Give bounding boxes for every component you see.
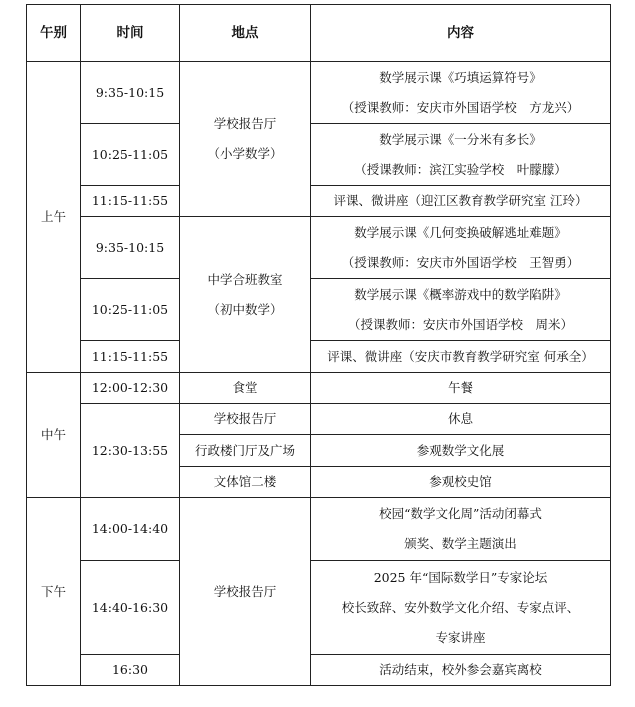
table-row bbox=[27, 498, 611, 561]
content-cell: 评课、微讲座（安庆市教育教学研究室 何承全） bbox=[311, 341, 611, 373]
content-cell bbox=[311, 217, 611, 279]
content-cell bbox=[311, 124, 611, 186]
place-report-hall-pm: 学校报告厅 bbox=[180, 498, 311, 686]
content-title: 数学展示课《几何变换破解逃址难题》 bbox=[354, 224, 567, 240]
place-report-hall-noon: 学校报告厅 bbox=[180, 404, 311, 435]
table-row bbox=[27, 655, 611, 686]
table-row bbox=[27, 186, 611, 217]
content-cell bbox=[311, 498, 611, 561]
header-row bbox=[27, 5, 611, 62]
content-cell bbox=[311, 279, 611, 341]
content-title: 数学展示课《概率游戏中的数学陷阱》 bbox=[354, 286, 567, 302]
time-cell: 10:25-11:05 bbox=[81, 124, 180, 186]
period-noon: 中午 bbox=[27, 373, 81, 498]
time-cell: 14:00-14:40 bbox=[81, 498, 180, 561]
table-row bbox=[27, 404, 611, 435]
table-row bbox=[27, 279, 611, 341]
content-title: 2025 年“国际数学日”专家论坛 bbox=[373, 569, 548, 585]
content-subtitle-2: 专家讲座 bbox=[435, 629, 486, 645]
place-subject: （初中数学） bbox=[207, 301, 283, 317]
header-content: 内容 bbox=[311, 5, 611, 62]
time-cell: 9:35-10:15 bbox=[81, 217, 180, 279]
period-afternoon: 下午 bbox=[27, 498, 81, 686]
period-morning: 上午 bbox=[27, 62, 81, 373]
content-teacher: （授课教师：滨江实验学校 叶朦朦） bbox=[354, 161, 567, 177]
time-cell: 9:35-10:15 bbox=[81, 62, 180, 124]
time-cell: 10:25-11:05 bbox=[81, 279, 180, 341]
header-place: 地点 bbox=[180, 5, 311, 62]
place-gym: 文体馆二楼 bbox=[180, 467, 311, 498]
content-cell: 午餐 bbox=[311, 373, 611, 404]
schedule-table bbox=[26, 4, 611, 686]
time-cell: 11:15-11:55 bbox=[81, 186, 180, 217]
content-cell bbox=[311, 561, 611, 655]
content-cell: 休息 bbox=[311, 404, 611, 435]
content-cell: 评课、微讲座（迎江区教育教学研究室 江玲） bbox=[311, 186, 611, 217]
table-row bbox=[27, 341, 611, 373]
content-teacher: （授课教师：安庆市外国语学校 王智勇） bbox=[341, 254, 580, 270]
content-title: 校园“数学文化周”活动闭幕式 bbox=[379, 506, 542, 521]
time-cell: 16:30 bbox=[81, 655, 180, 686]
place-name: 中学合班教室 bbox=[207, 271, 283, 287]
time-cell: 14:40-16:30 bbox=[81, 561, 180, 655]
content-teacher: （授课教师：安庆市外国语学校 方龙兴） bbox=[341, 99, 580, 115]
content-title: 数学展示课《巧填运算符号》 bbox=[379, 69, 542, 85]
content-subtitle: 校长致辞、安外数学文化介绍、专家点评、 bbox=[341, 599, 580, 615]
table-row bbox=[27, 62, 611, 124]
place-middle-room bbox=[180, 217, 311, 373]
table-row bbox=[27, 373, 611, 404]
place-subject: （小学数学） bbox=[207, 146, 283, 161]
time-cell: 12:30-13:55 bbox=[81, 404, 180, 498]
content-cell: 活动结束，校外参会嘉宾离校 bbox=[311, 655, 611, 686]
header-time: 时间 bbox=[81, 5, 180, 62]
table-row bbox=[27, 217, 611, 279]
content-title: 数学展示课《一分米有多长》 bbox=[379, 131, 542, 147]
content-subtitle: 颁奖、数学主题演出 bbox=[404, 536, 517, 551]
place-admin-hall: 行政楼门厅及广场 bbox=[180, 435, 311, 467]
table-row bbox=[27, 561, 611, 655]
place-canteen: 食堂 bbox=[180, 373, 311, 404]
place-name: 学校报告厅 bbox=[213, 116, 277, 131]
time-cell: 12:00-12:30 bbox=[81, 373, 180, 404]
place-report-hall bbox=[180, 62, 311, 217]
header-period: 午别 bbox=[27, 5, 81, 62]
time-cell: 11:15-11:55 bbox=[81, 341, 180, 373]
content-cell: 参观数学文化展 bbox=[311, 435, 611, 467]
content-cell bbox=[311, 62, 611, 124]
table-row bbox=[27, 124, 611, 186]
content-teacher: （授课教师：安庆市外国语学校 周米） bbox=[347, 316, 573, 332]
content-cell: 参观校史馆 bbox=[311, 467, 611, 498]
